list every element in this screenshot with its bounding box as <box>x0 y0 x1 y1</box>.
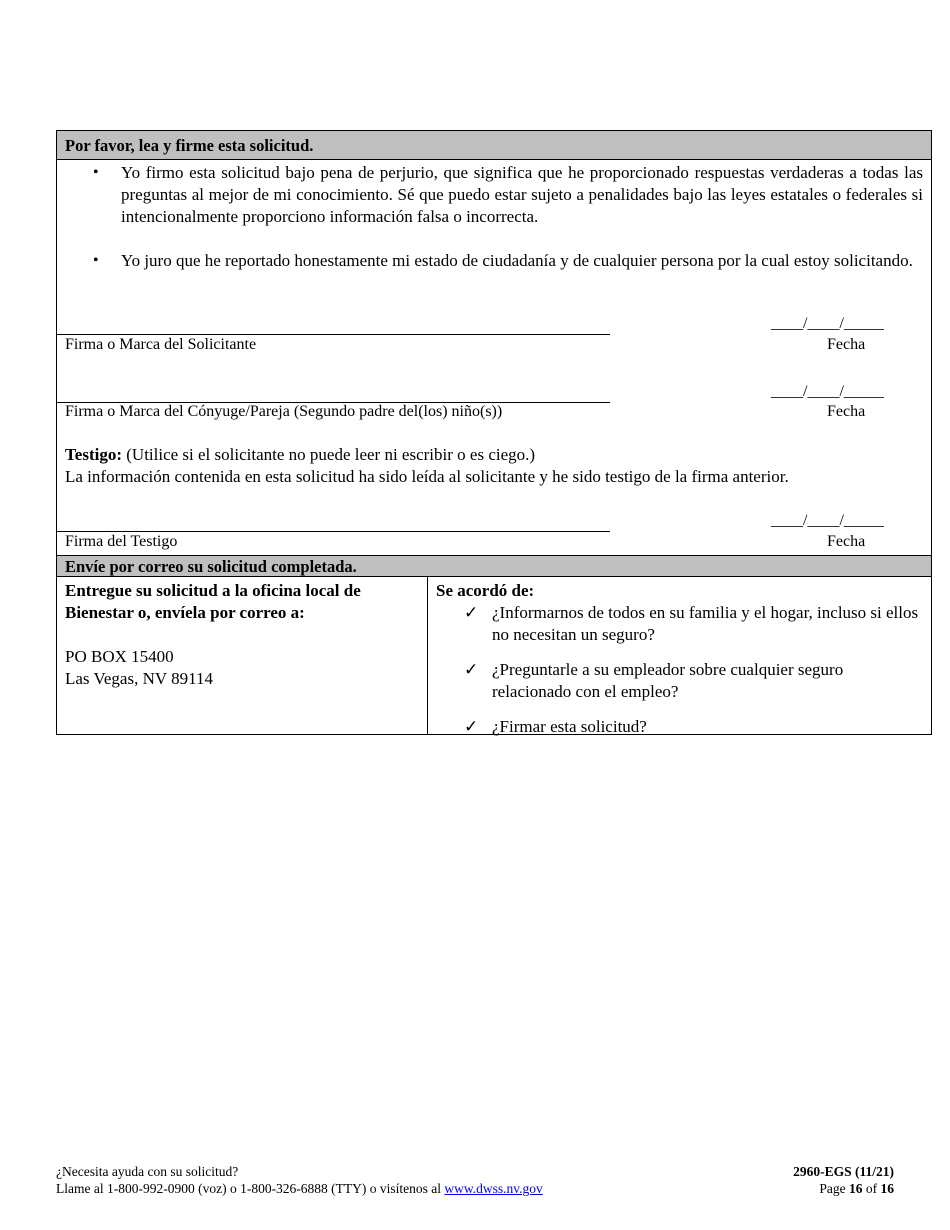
signature-form <box>56 130 932 735</box>
bullet-icon: • <box>93 164 99 181</box>
address-line-1: PO BOX 15400 <box>65 647 174 666</box>
footer-help <box>56 1163 543 1197</box>
citizenship-text: Yo juro que he reportado honestamente mi estado de ciudadanía y de cualquier persona por la cual estoy solicitando. <box>121 251 913 270</box>
check-icon: ✓ <box>464 603 479 622</box>
witness-signature-label: Firma del Testigo <box>65 533 178 550</box>
footer-page-info <box>793 1163 894 1197</box>
checklist-item-text: ¿Preguntarle a su empleador sobre cualquier seguro relacionado con el empleo? <box>492 660 844 701</box>
spouse-signature-label: Firma o Marca del Cónyuge/Pareja (Segundo padre del(los) niño(s)) <box>65 403 503 420</box>
witness-note: (Utilice si el solicitante no puede leer ni escribir o es ciego.) <box>122 445 536 464</box>
contact-text: Llame al 1-800-992-0900 (voz) o 1-800-326-6888 (TTY) o visítenos al <box>56 1181 445 1196</box>
applicant-signature-line[interactable] <box>57 334 610 335</box>
witness-block <box>65 444 925 488</box>
spouse-date-label: Fecha <box>827 403 866 420</box>
citizenship-statement <box>93 250 923 272</box>
witness-date-label: Fecha <box>827 533 866 550</box>
witness-text: La información contenida en esta solicitud ha sido leída al solicitante y he sido testigo de la firma anterior. <box>65 467 789 486</box>
checklist-item <box>436 659 923 703</box>
total-pages: 16 <box>880 1181 894 1196</box>
perjury-statement <box>93 162 923 228</box>
applicant-date-label: Fecha <box>827 336 866 353</box>
sign-section <box>57 160 931 555</box>
section-header-sign: Por favor, lea y firme esta solicitud. <box>57 131 931 160</box>
form-id: 2960-EGS (11/21) <box>793 1164 894 1179</box>
checklist-item-text: ¿Informarnos de todos en su familia y el hogar, incluso si ellos no necesitan un seguro? <box>492 603 919 644</box>
mail-title-line-2: Bienestar o, envíela por correo a: <box>65 603 305 622</box>
applicant-signature-label: Firma o Marca del Solicitante <box>65 336 257 353</box>
mail-section <box>57 577 931 734</box>
website-link[interactable]: www.dwss.nv.gov <box>444 1181 543 1196</box>
spouse-date-field[interactable]: ____/____/_____ <box>771 383 884 400</box>
mail-title-line-1: Entregue su solicitud a la oficina local de <box>65 581 361 600</box>
check-icon: ✓ <box>464 660 479 679</box>
witness-date-field[interactable]: ____/____/_____ <box>771 512 884 529</box>
perjury-text: Yo firmo esta solicitud bajo pena de perjurio, que significa que he proporcionado respuestas verdaderas a todas las preguntas al mejor de mi conocimiento. Sé que puedo estar sujeto a penalidades bajo las leyes estatales o federales si intencionalmente proporciono información falsa o incorrecta. <box>121 163 923 226</box>
contact-line <box>56 1180 543 1197</box>
mail-instructions <box>57 577 428 734</box>
bullet-icon: • <box>93 252 99 269</box>
page-number: Page 16 of 16 <box>819 1181 894 1196</box>
witness-signature-line[interactable] <box>57 531 610 532</box>
witness-title: Testigo: <box>65 445 122 464</box>
address-line-2: Las Vegas, NV 89114 <box>65 669 213 688</box>
help-question: ¿Necesita ayuda con su solicitud? <box>56 1164 239 1179</box>
check-icon: ✓ <box>464 717 479 736</box>
checklist <box>428 577 931 734</box>
current-page: 16 <box>849 1181 863 1196</box>
section-header-mail: Envíe por correo su solicitud completada. <box>57 555 931 577</box>
checklist-item <box>436 716 923 738</box>
checklist-title: Se acordó de: <box>436 581 535 600</box>
checklist-item-text: ¿Firmar esta solicitud? <box>492 717 647 736</box>
checklist-item <box>436 602 923 646</box>
applicant-date-field[interactable]: ____/____/_____ <box>771 315 884 332</box>
